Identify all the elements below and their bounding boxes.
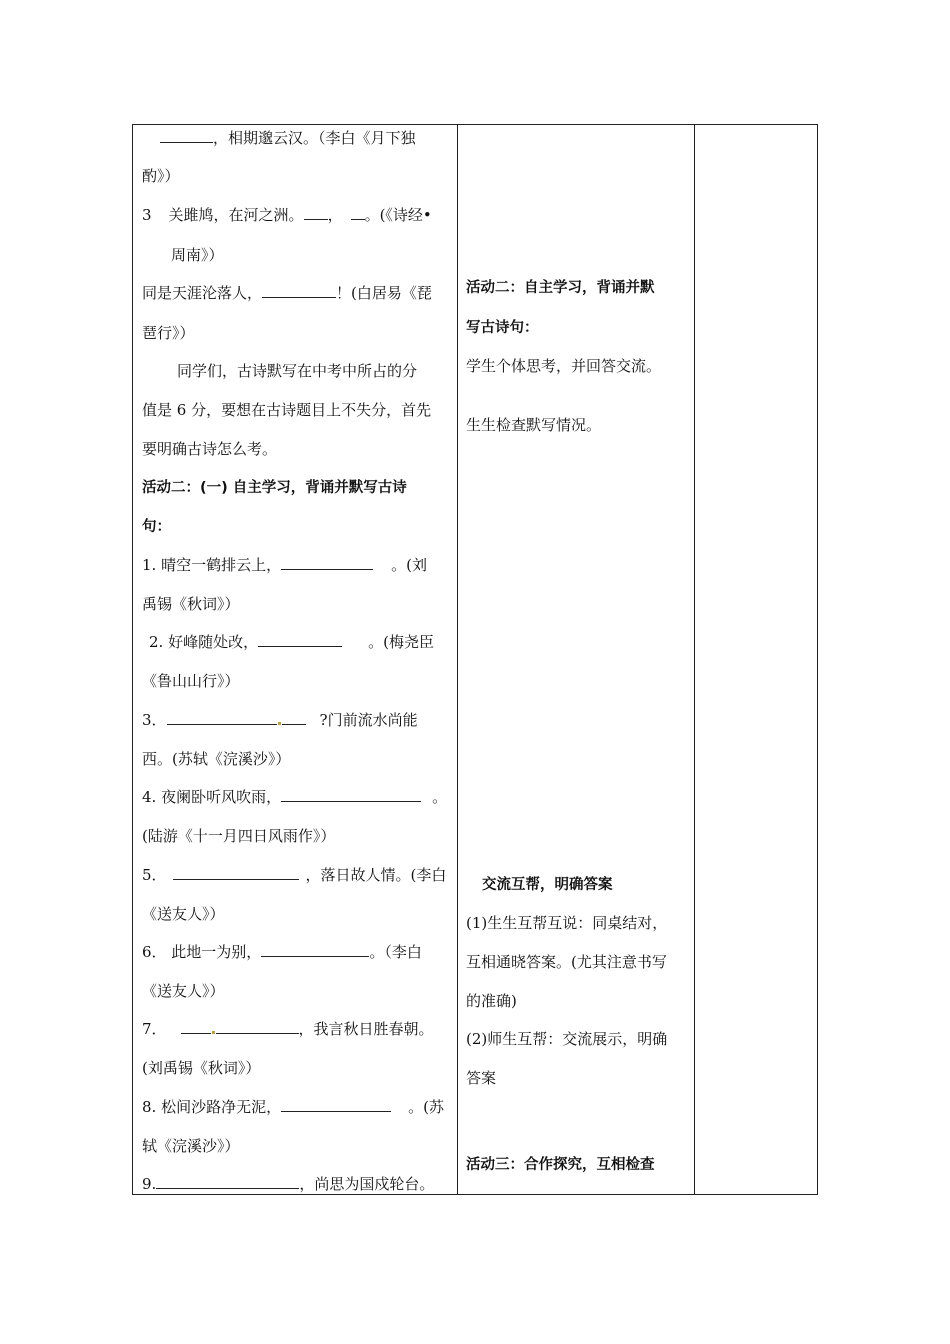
question-line: 4. 夜阑卧听风吹雨， 。 xyxy=(142,788,448,806)
answer-blank xyxy=(167,710,277,725)
notes-column xyxy=(694,125,817,1194)
answer-blank xyxy=(282,710,306,725)
lesson-table xyxy=(132,124,818,1195)
text-line: 同学们，古诗默写在中考中所占的分 xyxy=(177,362,418,380)
question-source: 《鲁山山行》） xyxy=(142,672,240,690)
question-source: 西。(苏轼《浣溪沙》） xyxy=(142,750,291,768)
answer-blank xyxy=(281,1097,391,1112)
question-source: (刘禹锡《秋词》） xyxy=(142,1059,261,1077)
text-line: 同是天涯沦落人， ！(白居易《琵 xyxy=(142,284,432,302)
text-line: ，相期邈云汉。（李白《月下独 xyxy=(160,128,416,148)
question-source: 《送友人》） xyxy=(142,982,225,1000)
question-line: 8. 松间沙路净无泥， 。(苏 xyxy=(142,1098,444,1116)
activity-text: 学生个体思考，并回答交流。 xyxy=(466,357,662,375)
answer-blank xyxy=(281,787,421,802)
speck xyxy=(212,1031,215,1034)
activity-heading: 活动二：自主学习，背诵并默 xyxy=(466,280,655,296)
activity-column xyxy=(457,125,694,1194)
activity-text: (1)生生互帮互说：同桌结对， xyxy=(466,914,668,932)
activity-text: 的准确) xyxy=(466,992,517,1010)
question-line: 1. 晴空一鹤排云上， 。(刘 xyxy=(142,556,427,574)
activity-heading: 交流互帮，明确答案 xyxy=(482,877,613,893)
answer-blank xyxy=(258,632,342,647)
question-source: 《送友人》） xyxy=(142,905,225,923)
speck xyxy=(278,722,281,725)
text-line: 3 关雎鸠，在河之洲。 ， 。(《诗经• xyxy=(142,206,432,224)
answer-blank xyxy=(216,1019,299,1034)
answer-blank xyxy=(173,865,299,880)
question-source: (陆游《十一月四日风雨作》） xyxy=(142,827,336,845)
question-line: 9. ，尚思为国戍轮台。 xyxy=(142,1175,435,1193)
answer-blank xyxy=(351,205,365,220)
text-line: 周南》） xyxy=(171,246,224,264)
answer-blank xyxy=(304,205,328,220)
answer-blank xyxy=(181,1019,211,1034)
question-line: 6． 此地一为别， 。（李白 xyxy=(142,943,422,961)
activity-text: 答案 xyxy=(466,1069,497,1087)
question-source: 轼《浣溪沙》） xyxy=(142,1137,240,1155)
question-line: 5． ，落日故人情。(李白 xyxy=(142,866,447,884)
text-line: 值是 6 分，要想在古诗题目上不失分，首先 xyxy=(142,401,432,419)
activity-heading: 活动三：合作探究，互相检查 xyxy=(466,1157,655,1173)
answer-blank xyxy=(281,555,373,570)
section-heading: 句： xyxy=(142,519,171,535)
question-line: 7． ，我言秋日胜春朝。 xyxy=(142,1020,434,1038)
text-line: 琶行》） xyxy=(142,324,195,342)
answer-blank xyxy=(261,942,369,957)
question-line: 2. 好峰随处改， 。(梅尧臣 xyxy=(149,633,434,651)
question-line: 3． ?门前流水尚能 xyxy=(142,711,418,729)
activity-text: (2)师生互帮：交流展示，明确 xyxy=(466,1030,668,1048)
activity-text: 互相通晓答案。(尤其注意书写 xyxy=(466,953,667,971)
answer-blank xyxy=(262,283,336,298)
text-line: 要明确古诗怎么考。 xyxy=(142,440,278,458)
activity-text: 生生检查默写情况。 xyxy=(466,416,602,434)
question-source: 禹锡《秋词》） xyxy=(142,595,240,613)
content-column xyxy=(133,125,457,1194)
answer-blank xyxy=(156,1174,299,1189)
section-heading: 活动二：(一) 自主学习，背诵并默写古诗 xyxy=(142,480,407,496)
activity-heading: 写古诗句： xyxy=(466,320,539,336)
text-line: 酌》） xyxy=(142,167,180,185)
answer-blank xyxy=(160,128,213,143)
